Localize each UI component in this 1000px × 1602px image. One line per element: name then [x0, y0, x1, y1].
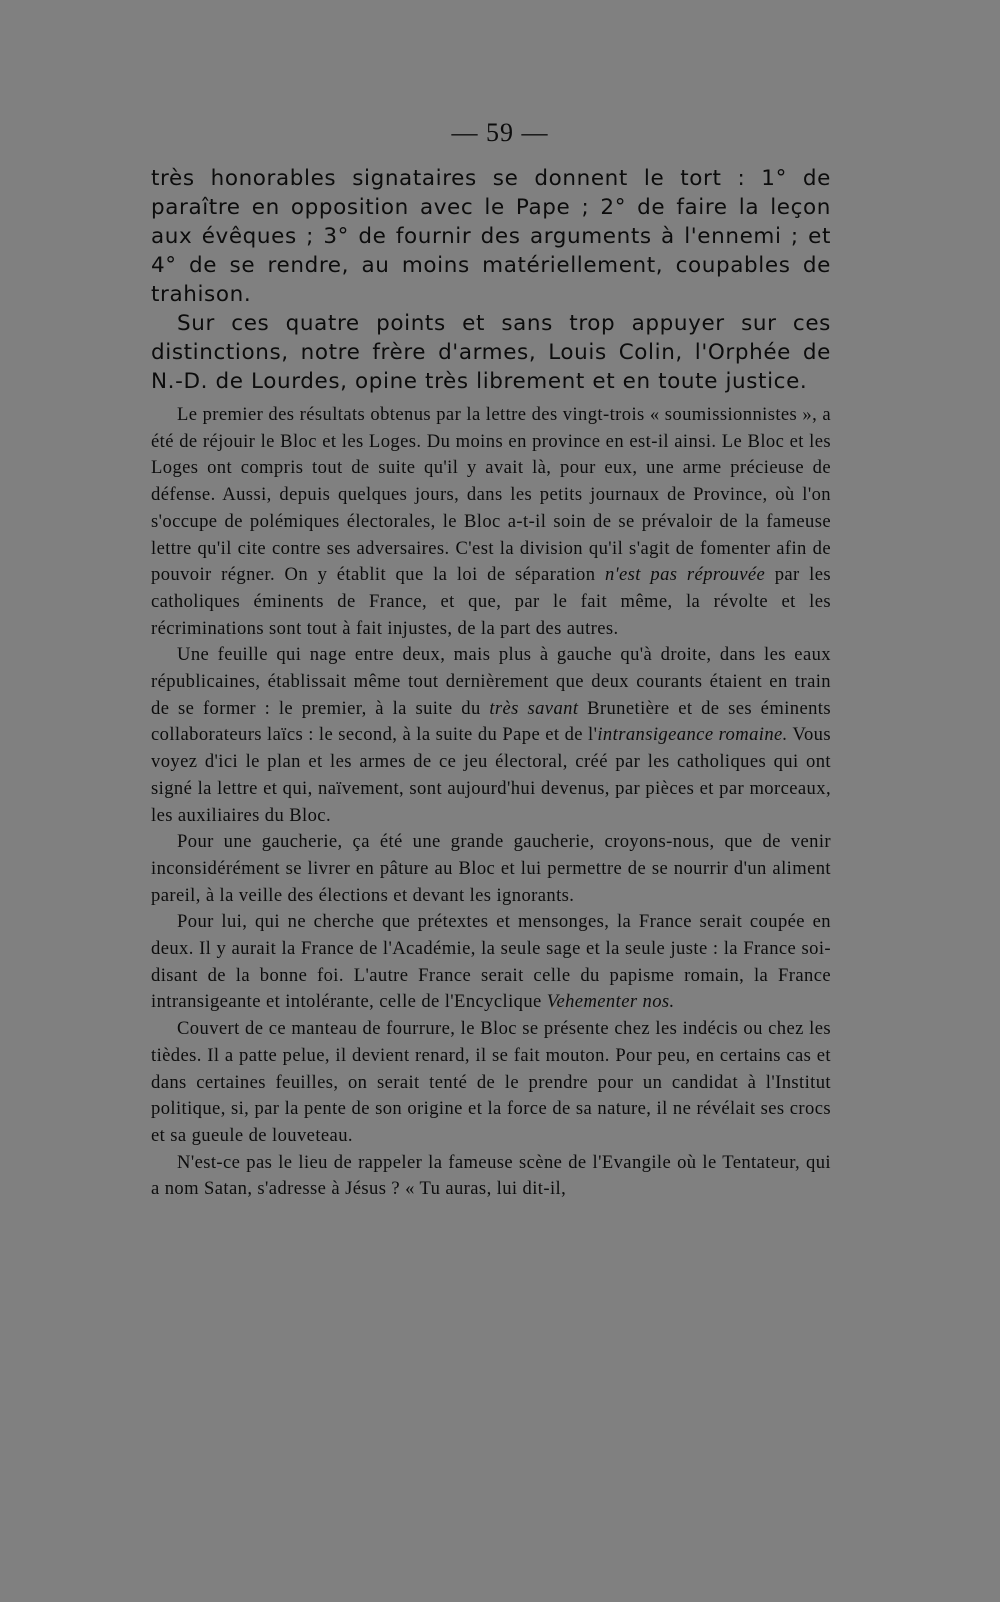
- text-run: Vous voyez d'ici le plan et les armes de ce jeu électoral, créé par les catholiques qui ont signé la lettre et qui, naïvement, sont aujourd'hui devenus, par pièces et par morceaux, les auxiliaires du Bloc.: [151, 724, 831, 826]
- upper-text-block: [151, 164, 831, 396]
- italic-text: très savant: [489, 697, 579, 719]
- paragraph: [151, 402, 831, 642]
- text-run: Brunetière et de ses éminents collaborateurs laïcs : le second, à la suite du Pape et de l': [151, 697, 832, 746]
- page-number: — 59 —: [451, 118, 549, 147]
- text-run: Le premier des résultats obtenus par la lettre des vingt-trois « soumissionnistes », a été de réjouir le Bloc et les Loges. Du moins en province en est-il ainsi. Le Bloc et les Loges ont compris tout de suite qu'il y avait là, pour eux, une arme précieuse de défense. Aussi, depuis quelques jours, dans les petits journaux de Province, où l'on s'occupe de polémiques électorales, le Bloc a-t-il soin de se prévaloir de la fameuse lettre qu'il cite contre ses adversaires. C'est la division qu'il s'agit de fomenter afin de pouvoir régner. On y établit que la loi de séparation: [151, 404, 831, 586]
- italic-text: intransigeance romaine.: [597, 724, 788, 746]
- text-run: Pour lui, qui ne cherche que prétextes et mensonges, la France serait coupée en deux. Il y aurait la France de l'Académie, la seule sage et la seule juste : la France soi-disant de la bonne foi. L'autre France serait celle du papisme romain, la France intransigeante et intolérante, celle de l'Encyclique: [151, 911, 831, 1013]
- italic-text: n'est pas réprouvée: [604, 564, 766, 586]
- paragraph: N'est-ce pas le lieu de rappeler la fameuse scène de l'Evangile où le Tentateur, qui a nom Satan, s'adresse à Jésus ? « Tu auras, lui dit-il,: [151, 1151, 831, 1200]
- italic-text: Vehementer nos.: [546, 991, 675, 1013]
- paragraph: Sur ces quatre points et sans trop appuyer sur ces distinctions, notre frère d'armes, Louis Colin, l'Orphée de N.-D. de Lourdes, opine très librement et en toute justice.: [151, 311, 831, 394]
- text-run: Une feuille qui nage entre deux, mais plus à gauche qu'à droite, dans les eaux républicaines, établissait même tout dernièrement que deux courants étaient en train de se former : le premier, à la suite du: [151, 644, 831, 719]
- text-run: par les catholiques éminents de France, et que, par le fait même, la révolte et les récriminations sont tout à fait injustes, de la part des autres.: [151, 564, 831, 639]
- quoted-article-block: [151, 402, 831, 1203]
- paragraph: [151, 909, 831, 1016]
- paragraph: Couvert de ce manteau de fourrure, le Bloc se présente chez les indécis ou chez les tièdes. Il a patte pelue, il devient renard, il se fait mouton. Pour peu, en certains cas et dans certaines feuilles, on serait tenté de le prendre pour un candidat à l'Institut politique, si, par la pente de son origine et la force de sa nature, il ne révélait ses crocs et sa gueule de louveteau.: [151, 1018, 831, 1146]
- paragraph: [151, 642, 831, 829]
- paragraph: très honorables signataires se donnent le tort : 1° de paraître en opposition avec le Pape ; 2° de faire la leçon aux évêques ; 3° de fournir des arguments à l'ennemi ; et 4° de se rendre, au moins matériellement, coupables de trahison.: [151, 166, 831, 307]
- paragraph: Pour une gaucherie, ça été une grande gaucherie, croyons-nous, que de venir inconsidérément se livrer en pâture au Bloc et lui permettre de se nourrir d'un aliment pareil, à la veille des élections et devant les ignorants.: [151, 831, 831, 906]
